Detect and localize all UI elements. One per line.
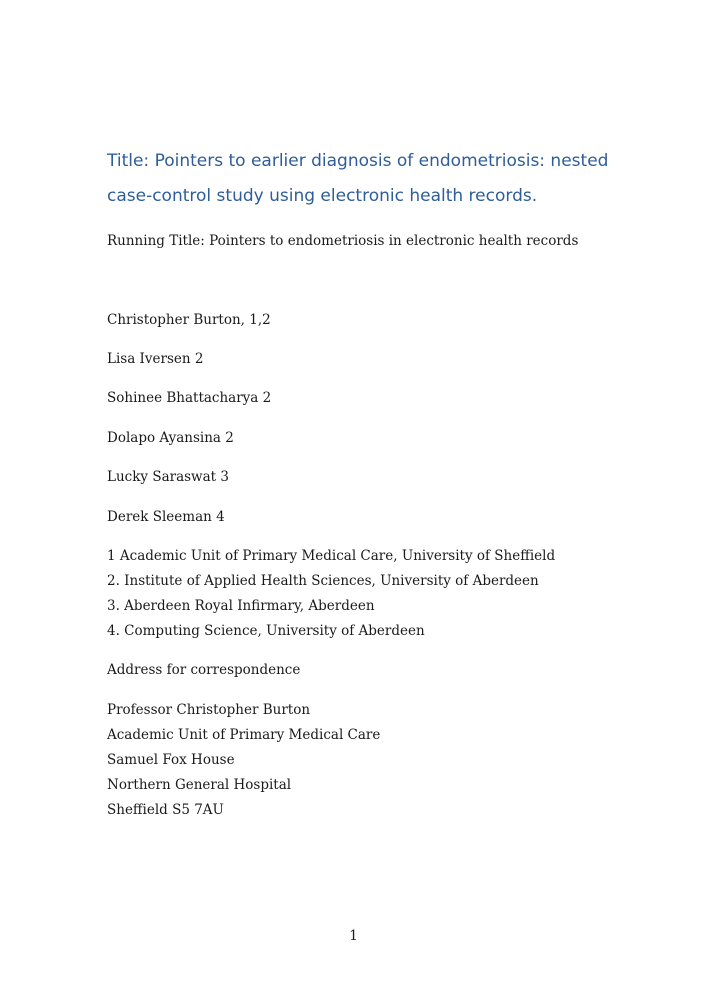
correspondence-line-3: Samuel Fox House: [107, 752, 235, 768]
paper-title-line-2: case-control study using electronic health records.: [107, 186, 538, 206]
author-3: Sohinee Bhattacharya 2: [107, 390, 272, 406]
page-number: 1: [349, 928, 358, 944]
running-title: Running Title: Pointers to endometriosis in electronic health records: [107, 233, 579, 249]
author-2: Lisa Iversen 2: [107, 351, 204, 367]
paper-title-line-1: Title: Pointers to earlier diagnosis of endometriosis: nested: [107, 151, 609, 171]
affiliation-2: 2. Institute of Applied Health Sciences, University of Aberdeen: [107, 573, 539, 589]
correspondence-line-1: Professor Christopher Burton: [107, 702, 311, 718]
author-4: Dolapo Ayansina 2: [107, 430, 234, 446]
author-5: Lucky Saraswat 3: [107, 469, 229, 485]
correspondence-line-2: Academic Unit of Primary Medical Care: [107, 727, 381, 743]
author-1: Christopher Burton, 1,2: [107, 312, 271, 328]
affiliation-4: 4. Computing Science, University of Aberdeen: [107, 623, 425, 639]
correspondence-line-4: Northern General Hospital: [107, 777, 292, 793]
correspondence-heading: Address for correspondence: [107, 662, 301, 678]
affiliation-1: 1 Academic Unit of Primary Medical Care, University of Sheffield: [107, 548, 556, 564]
affiliation-3: 3. Aberdeen Royal Infirmary, Aberdeen: [107, 598, 375, 614]
author-6: Derek Sleeman 4: [107, 509, 225, 525]
correspondence-line-5: Sheffield S5 7AU: [107, 802, 224, 818]
